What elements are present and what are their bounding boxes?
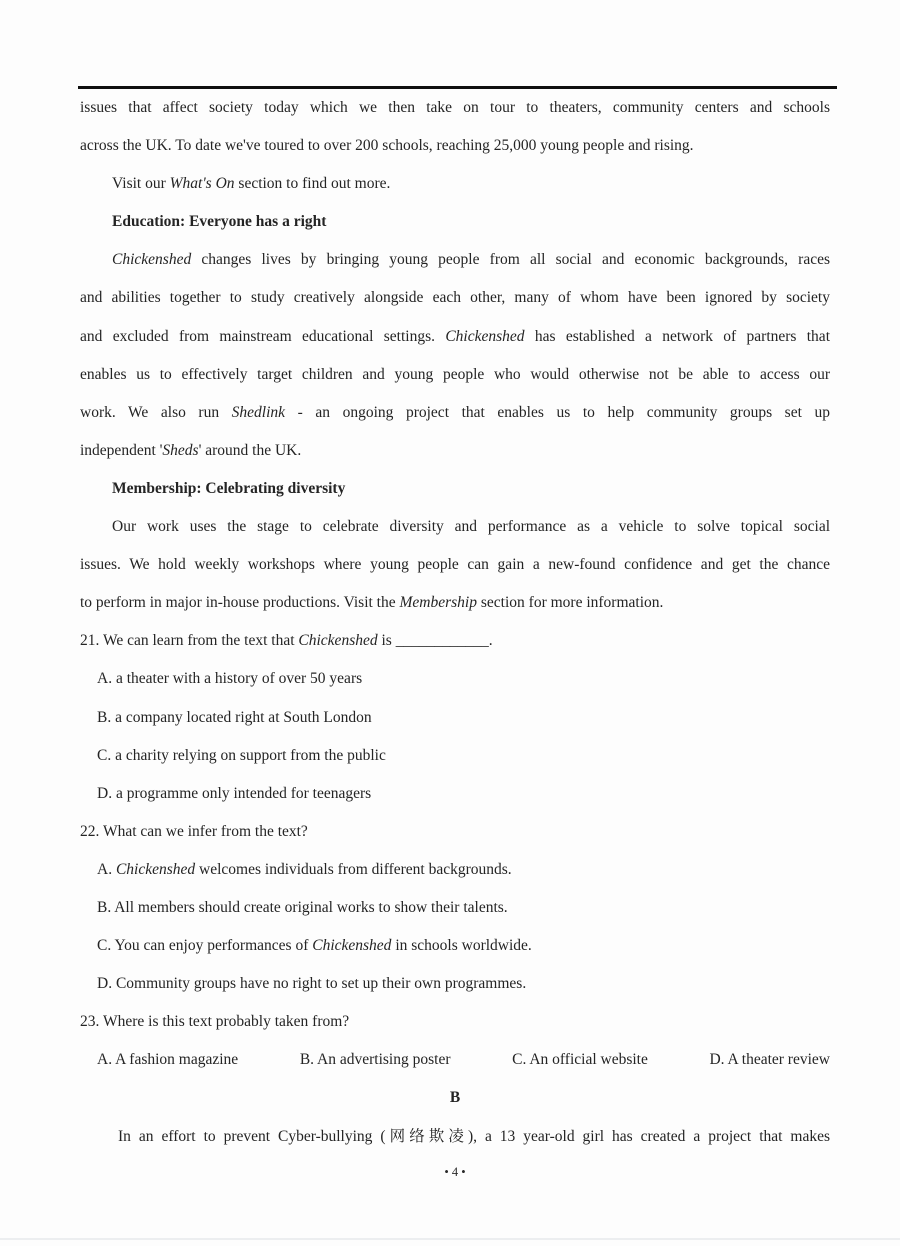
section-heading-education bbox=[80, 203, 830, 241]
text-segment: Chickenshed bbox=[112, 251, 192, 269]
text-segment: D. Community groups have no right to set up their own programmes. bbox=[97, 975, 527, 993]
text-segment: Chickenshed bbox=[115, 860, 196, 878]
text-segment: ' around the UK. bbox=[198, 441, 302, 459]
text-segment: issues that affect society today which we then take on tour to theaters, community centers and schools bbox=[80, 99, 830, 116]
text-segment: B. a company located right at South London bbox=[97, 708, 372, 726]
body-line bbox=[80, 584, 830, 622]
body-line bbox=[80, 1118, 830, 1156]
body-line bbox=[80, 279, 830, 317]
text-segment: enables us to effectively target children and young people who would otherwise not be able to access our bbox=[80, 365, 830, 383]
body-line bbox=[80, 432, 830, 470]
body-line bbox=[80, 508, 830, 546]
text-segment: is bbox=[377, 632, 396, 650]
section-heading-membership bbox=[80, 470, 830, 508]
text-segment: B. All members should create original works to show their talents. bbox=[97, 898, 508, 916]
q21-option-c bbox=[80, 737, 830, 775]
answer-blank: ____________ bbox=[395, 632, 489, 650]
text-segment: Membership: Celebrating diversity bbox=[112, 479, 346, 497]
q22-option-c bbox=[80, 927, 830, 965]
q21-option-b bbox=[80, 699, 830, 737]
question-22 bbox=[80, 813, 830, 851]
q23-option-d: D. A theater review bbox=[709, 1051, 830, 1069]
page-number: • 4 • bbox=[444, 1165, 466, 1179]
text-segment: and excluded from mainstream educational settings. bbox=[80, 327, 446, 345]
text-segment: B bbox=[449, 1089, 461, 1107]
text-segment: section to find out more. bbox=[234, 175, 391, 193]
text-segment: issues. We hold weekly workshops where young people can gain a new-found confidence and get the chance bbox=[80, 556, 830, 574]
text-segment: D. a programme only intended for teenagers bbox=[97, 784, 372, 802]
text-segment: - an ongoing project that enables us to help community groups set up bbox=[285, 403, 830, 421]
q22-option-d bbox=[80, 965, 830, 1003]
text-segment: 21. We can learn from the text that bbox=[80, 632, 299, 650]
q22-option-a bbox=[80, 851, 830, 889]
q23-option-a: A. A fashion magazine bbox=[97, 1051, 239, 1069]
text-segment: What's On bbox=[169, 175, 235, 193]
text-segment: C. You can enjoy performances of bbox=[97, 937, 313, 955]
text-segment: section for more information. bbox=[477, 594, 664, 612]
text-segment: Our work uses the stage to celebrate diversity and performance as a vehicle to solve topical social bbox=[112, 518, 830, 536]
body-line bbox=[80, 394, 830, 432]
text-segment: and abilities together to study creatively alongside each other, many of whom have been ignored by society bbox=[80, 289, 830, 307]
body-line bbox=[80, 356, 830, 394]
text-segment: independent ' bbox=[80, 441, 163, 459]
body-line bbox=[80, 546, 830, 584]
section-b-heading bbox=[80, 1079, 830, 1117]
q21-option-a bbox=[80, 660, 830, 698]
body-line bbox=[80, 127, 830, 165]
text-segment: Shedlink bbox=[231, 403, 286, 421]
text-segment: A. a theater with a history of over 50 years bbox=[97, 670, 363, 688]
text-segment: Chickenshed bbox=[298, 632, 378, 650]
text-segment: Education: Everyone has a right bbox=[112, 213, 327, 231]
question-21 bbox=[80, 622, 830, 660]
q23-options-row bbox=[80, 1041, 830, 1079]
text-segment: 22. What can we infer from the text? bbox=[80, 822, 308, 840]
body-line bbox=[80, 241, 830, 279]
text-segment: C. a charity relying on support from the public bbox=[97, 746, 386, 764]
question-23 bbox=[80, 1003, 830, 1041]
text-segment: Visit our bbox=[112, 175, 170, 193]
text-segment: changes lives by bringing young people from all social and economic backgrounds, races bbox=[191, 251, 830, 269]
q21-option-d bbox=[80, 775, 830, 813]
footer-rule bbox=[0, 1238, 900, 1240]
q23-option-b: B. An advertising poster bbox=[299, 1051, 451, 1069]
text-segment: across the UK. To date we've toured to over 200 schools, reaching 25,000 young people and rising. bbox=[80, 137, 694, 155]
q23-option-c: C. An official website bbox=[512, 1051, 648, 1069]
text-segment: Chickenshed bbox=[445, 327, 525, 345]
text-segment: Chickenshed bbox=[312, 937, 392, 955]
text-segment: 23. Where is this text probably taken from? bbox=[80, 1013, 350, 1031]
text-segment: A. bbox=[97, 860, 116, 878]
body-line bbox=[80, 318, 830, 356]
text-segment: in schools worldwide. bbox=[391, 937, 532, 955]
text-segment: to perform in major in-house productions. Visit the bbox=[80, 594, 400, 612]
text-segment: . bbox=[488, 632, 493, 650]
body-line bbox=[80, 165, 830, 203]
text-segment: Sheds bbox=[162, 441, 199, 459]
text-segment: In an effort to prevent Cyber-bullying (网络欺凌), a 13 year-old girl has created a project that makes bbox=[118, 1127, 830, 1145]
text-segment: work. We also run bbox=[80, 403, 232, 421]
q22-option-b bbox=[80, 889, 830, 927]
document-body bbox=[80, 89, 830, 1156]
text-segment: has established a network of partners that bbox=[524, 327, 830, 345]
text-segment: Membership bbox=[399, 594, 477, 612]
text-segment: welcomes individuals from different backgrounds. bbox=[195, 860, 512, 878]
body-line bbox=[80, 89, 830, 127]
